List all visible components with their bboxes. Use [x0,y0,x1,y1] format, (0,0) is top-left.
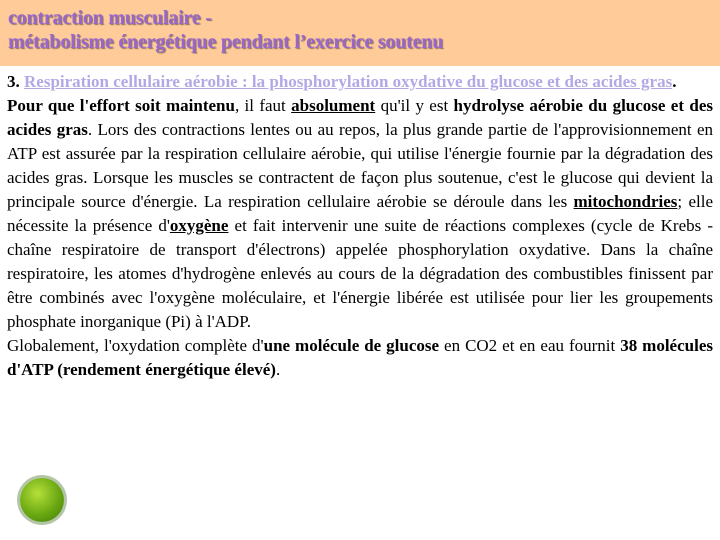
title-line-1: contraction musculaire - [8,7,212,29]
text-segment: une molécule de glucose [263,336,440,355]
header-banner [0,0,720,66]
title-line-2: métabolisme énergétique pendant l’exercice soutenu [8,31,444,53]
text-segment: . [275,360,281,379]
text-segment: , il faut [234,96,292,115]
text-segment: absolument [291,96,376,115]
section-period: . [672,72,677,91]
virus-icon [20,478,64,522]
text-segment: Globalement, l'oxydation complète d' [7,336,264,355]
summary-paragraph [7,334,713,382]
page-title [8,6,443,54]
text-segment: en CO2 et en eau fournit [439,336,621,355]
text-segment: hydrolyse aérobie du glucose et des acides gras [7,96,713,139]
text-segment: et fait intervenir une suite de réactions complexes (cycle de Krebs - chaîne respiratoire de transport d'électrons) appelée phosphorylation oxydative. Dans la chaîne respiratoire, les atomes d'hydrogène enlevés au cours de la dégradation des combustibles finissent par être combinés avec l'oxygène moléculaire, et l'énergie libérée est utilisée pour lier les groupements phosphate inorganique (Pi) à l'ADP. [7,216,713,331]
content [7,70,713,382]
section-link[interactable]: Respiration cellulaire aérobie : la phosphorylation oxydative du glucose et des acides gras [24,72,673,91]
section-heading [7,70,713,94]
text-segment: . Lors des contractions lentes ou au repos, la plus grande partie de l'approvisionnement en ATP est assurée par la respiration cellulaire aérobie, qui utilise l'énergie fournie par la dégradation des acides gras. Lorsque les muscles se contractent de façon plus soutenue, c'est le glucose qui devient la principale source d'énergie. La respiration cellulaire aérobie se déroule dans les [7,120,714,211]
text-segment: 38 molécules d'ATP (rendement énergétique élevé) [7,336,713,379]
section-number: 3. [7,72,24,91]
body-paragraph [7,94,713,334]
text-segment: Pour que l'effort soit maintenu [7,96,235,115]
text-segment: qu'il y est [375,96,454,115]
text-segment: ; elle nécessite la présence d' [7,192,713,235]
text-segment: oxygène [169,216,229,235]
text-segment: mitochondries [573,192,678,211]
